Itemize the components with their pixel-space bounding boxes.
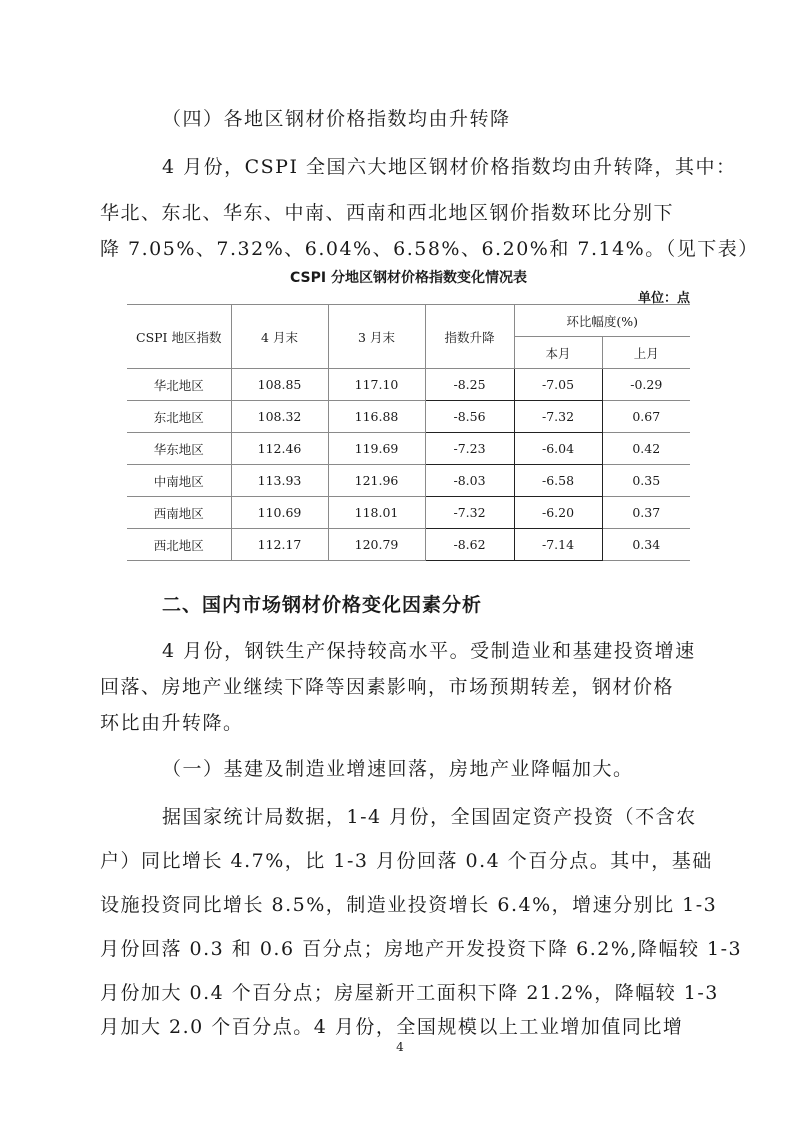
cell-last-month: 0.35 — [602, 465, 690, 497]
cell-region: 东北地区 — [127, 401, 231, 433]
subsection-heading: （一）基建及制造业增速回落，房地产业降幅加大。 — [162, 758, 634, 780]
header-change: 指数升降 — [425, 305, 514, 369]
header-region: CSPI 地区指数 — [127, 305, 231, 369]
subsection-para-line-1: 据国家统计局数据，1-4 月份，全国固定资产投资（不含农 — [162, 806, 697, 828]
table-row — [127, 401, 690, 433]
cell-this-month: -7.32 — [514, 401, 602, 433]
cell-region: 中南地区 — [127, 465, 231, 497]
cell-region: 西北地区 — [127, 529, 231, 561]
cell-change: -8.56 — [425, 401, 514, 433]
cell-change: -8.03 — [425, 465, 514, 497]
table-row — [127, 529, 690, 561]
header-mom-group: 环比幅度(%) — [514, 305, 690, 337]
region-index-table — [127, 304, 690, 561]
header-this-month: 本月 — [514, 337, 602, 369]
cell-apr: 108.85 — [231, 369, 328, 401]
cell-apr: 110.69 — [231, 497, 328, 529]
table-row — [127, 497, 690, 529]
cell-mar: 119.69 — [328, 433, 425, 465]
cell-last-month: -0.29 — [602, 369, 690, 401]
table-title: CSPI 分地区钢材价格指数变化情况表 — [290, 270, 527, 286]
cell-mar: 118.01 — [328, 497, 425, 529]
cell-change: -7.32 — [425, 497, 514, 529]
subsection-para-line-4: 月份回落 0.3 和 0.6 百分点；房地产开发投资下降 6.2%,降幅较 1-3 — [100, 938, 743, 960]
table-unit: 单位：点 — [637, 291, 690, 306]
cell-last-month: 0.34 — [602, 529, 690, 561]
section2-para-line-1: 4 月份，钢铁生产保持较高水平。受制造业和基建投资增速 — [162, 640, 696, 662]
cell-last-month: 0.37 — [602, 497, 690, 529]
cell-mar: 116.88 — [328, 401, 425, 433]
cell-change: -8.62 — [425, 529, 514, 561]
subsection-para-line-2: 户）同比增长 4.7%，比 1-3 月份回落 0.4 个百分点。其中，基础 — [100, 850, 713, 872]
section4-para-line-1: 4 月份，CSPI 全国六大地区钢材价格指数均由升转降，其中： — [162, 156, 737, 178]
cell-mar: 121.96 — [328, 465, 425, 497]
table-row — [127, 465, 690, 497]
cell-apr: 108.32 — [231, 401, 328, 433]
cell-last-month: 0.42 — [602, 433, 690, 465]
cell-this-month: -7.14 — [514, 529, 602, 561]
cell-change: -7.23 — [425, 433, 514, 465]
cell-region: 华东地区 — [127, 433, 231, 465]
table-row — [127, 369, 690, 401]
subsection-para-line-6: 月加大 2.0 个百分点。4 月份，全国规模以上工业增加值同比增 — [100, 1016, 684, 1038]
section2-para-line-3: 环比由升转降。 — [100, 712, 244, 734]
cell-this-month: -7.05 — [514, 369, 602, 401]
header-apr: 4 月末 — [231, 305, 328, 369]
page-number: 4 — [396, 1040, 404, 1054]
subsection-para-line-5: 月份加大 0.4 个百分点；房屋新开工面积下降 21.2%，降幅较 1-3 — [100, 982, 719, 1004]
cell-mar: 120.79 — [328, 529, 425, 561]
section2-heading: 二、国内市场钢材价格变化因素分析 — [162, 594, 483, 616]
cell-apr: 112.17 — [231, 529, 328, 561]
section4-heading: （四）各地区钢材价格指数均由升转降 — [162, 108, 511, 130]
cell-last-month: 0.67 — [602, 401, 690, 433]
subsection-para-line-3: 设施投资同比增长 8.5%，制造业投资增长 6.4%，增速分别比 1-3 — [100, 894, 718, 916]
cell-mar: 117.10 — [328, 369, 425, 401]
header-mar: 3 月末 — [328, 305, 425, 369]
cell-this-month: -6.04 — [514, 433, 602, 465]
header-last-month: 上月 — [602, 337, 690, 369]
cell-this-month: -6.20 — [514, 497, 602, 529]
cell-region: 西南地区 — [127, 497, 231, 529]
cell-region: 华北地区 — [127, 369, 231, 401]
table-row — [127, 433, 690, 465]
cell-change: -8.25 — [425, 369, 514, 401]
section4-para-line-3: 降 7.05%、7.32%、6.04%、6.58%、6.20%和 7.14%。（见下表） — [100, 238, 759, 260]
section2-para-line-2: 回落、房地产业继续下降等因素影响，市场预期转差，钢材价格 — [100, 676, 675, 698]
cell-apr: 113.93 — [231, 465, 328, 497]
cell-apr: 112.46 — [231, 433, 328, 465]
section4-para-line-2: 华北、东北、华东、中南、西南和西北地区钢价指数环比分别下 — [100, 202, 675, 224]
cell-this-month: -6.58 — [514, 465, 602, 497]
